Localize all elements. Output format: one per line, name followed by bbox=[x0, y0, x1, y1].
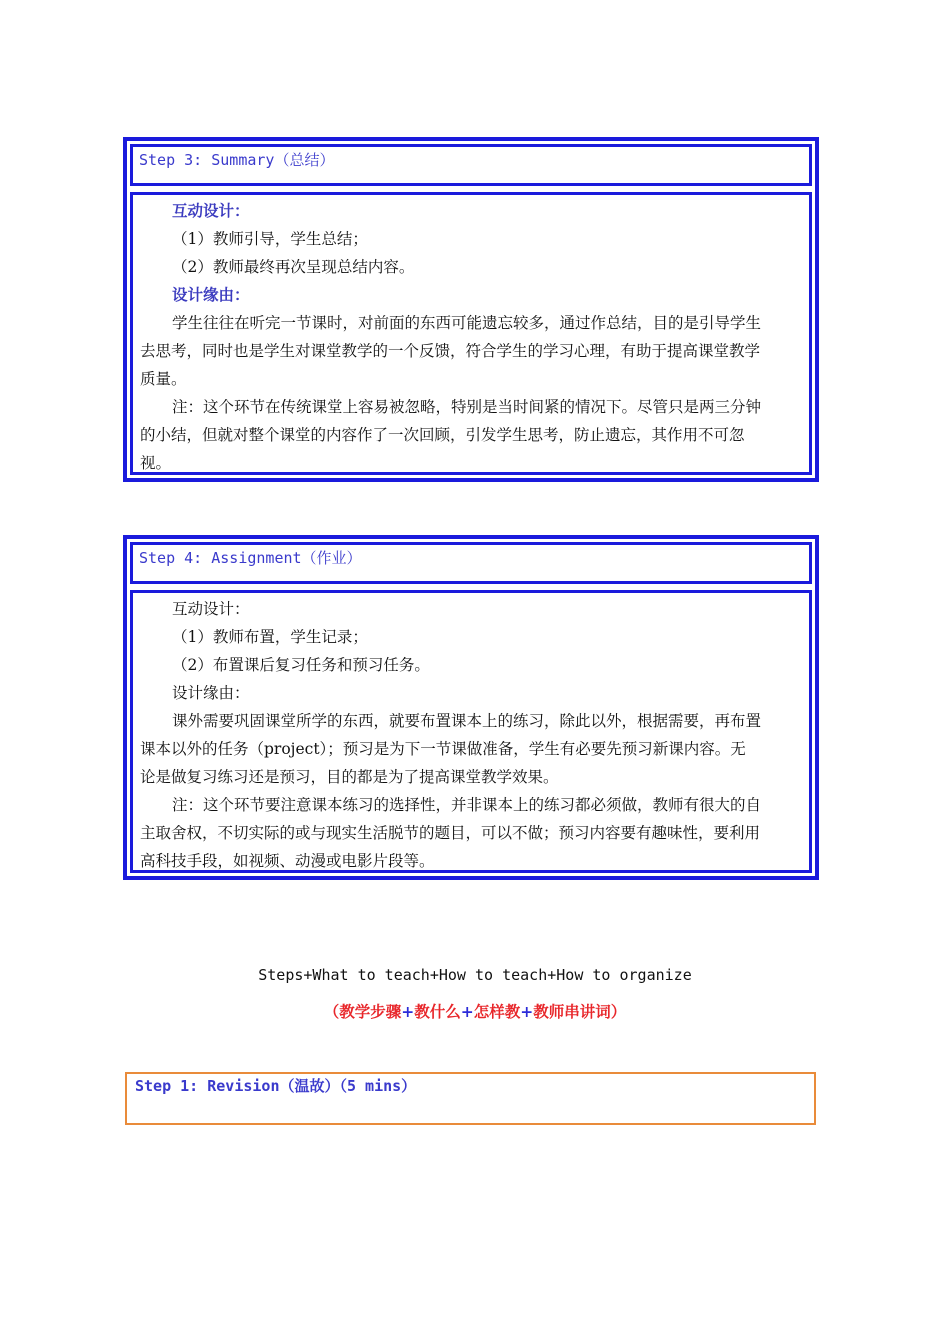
heading-plus-2: + bbox=[460, 1002, 474, 1021]
step4-para2-line2: 主取舍权，不切实际的或与现实生活脱节的题目，可以不做；预习内容要有趣味性，要利用 bbox=[140, 824, 761, 842]
step3-para1-line3: 质量。 bbox=[140, 370, 187, 388]
step3-title: Step 3: Summary（总结） bbox=[139, 151, 335, 169]
step4-title: Step 4: Assignment（作业） bbox=[139, 549, 362, 567]
step4-label-reason: 设计缘由： bbox=[172, 684, 250, 702]
step3-item-1: （1）教师引导，学生总结； bbox=[172, 230, 368, 248]
heading-part-what: 教什么 bbox=[414, 1002, 461, 1021]
step3-para2-line2: 的小结，但就对整个课堂的内容作了一次回顾，引发学生思考，防止遗忘，其作用不可忽 bbox=[140, 426, 745, 444]
section-heading-chinese bbox=[0, 1000, 950, 1022]
step4-para2-line3: 高科技手段，如视频、动漫或电影片段等。 bbox=[140, 852, 435, 870]
step4-title-cell bbox=[130, 542, 812, 584]
heading-part-organize: 教师串讲词 bbox=[533, 1002, 611, 1021]
heading-part-steps: 教学步骤 bbox=[339, 1002, 402, 1021]
step3-item-2: （2）教师最终再次呈现总结内容。 bbox=[172, 258, 415, 276]
step4-para2-line1: 注：这个环节要注意课本练习的选择性，并非课本上的练习都必须做，教师有很大的自 bbox=[172, 796, 762, 814]
heading-plus-1: + bbox=[401, 1002, 415, 1021]
step3-para1-line1: 学生往往在听完一节课时，对前面的东西可能遗忘较多，通过作总结，目的是引导学生 bbox=[172, 314, 762, 332]
step3-title-cell bbox=[130, 144, 812, 186]
step4-label-design: 互动设计： bbox=[172, 600, 250, 618]
step4-para1-line2: 课本以外的任务（project）；预习是为下一节课做准备，学生有必要先预习新课内容。无 bbox=[140, 740, 746, 758]
step3-table bbox=[123, 137, 819, 482]
heading-plus-3: + bbox=[520, 1002, 534, 1021]
step4-item-2: （2）布置课后复习任务和预习任务。 bbox=[172, 656, 430, 674]
step4-table bbox=[123, 535, 819, 880]
section-heading-english: Steps+What to teach+How to teach+How to organize bbox=[258, 966, 692, 984]
step3-body-cell bbox=[130, 192, 812, 475]
step3-para1-line2: 去思考，同时也是学生对课堂教学的一个反馈，符合学生的学习心理，有助于提高课堂教学 bbox=[140, 342, 761, 360]
step3-para2-line3: 视。 bbox=[140, 454, 172, 472]
step4-body-cell bbox=[130, 590, 812, 873]
step3-label-design: 互动设计： bbox=[172, 201, 250, 220]
step3-para2-line1: 注：这个环节在传统课堂上容易被忽略，特别是当时间紧的情况下。尽管只是两三分钟 bbox=[172, 398, 762, 416]
heading-part-how: 怎样教 bbox=[473, 1002, 521, 1021]
heading-open-paren: （ bbox=[323, 1002, 340, 1021]
step1-title: Step 1: Revision（温故）（5 mins） bbox=[135, 1077, 417, 1095]
step4-para1-line1: 课外需要巩固课堂所学的东西，就要布置课本上的练习，除此以外，根据需要，再布置 bbox=[172, 712, 762, 730]
step3-label-reason: 设计缘由： bbox=[172, 285, 250, 304]
step1-table bbox=[125, 1072, 816, 1125]
heading-close-paren: ） bbox=[610, 1002, 627, 1021]
step4-item-1: （1）教师布置，学生记录； bbox=[172, 628, 368, 646]
step4-para1-line3: 论是做复习练习还是预习，目的都是为了提高课堂教学效果。 bbox=[140, 768, 559, 786]
